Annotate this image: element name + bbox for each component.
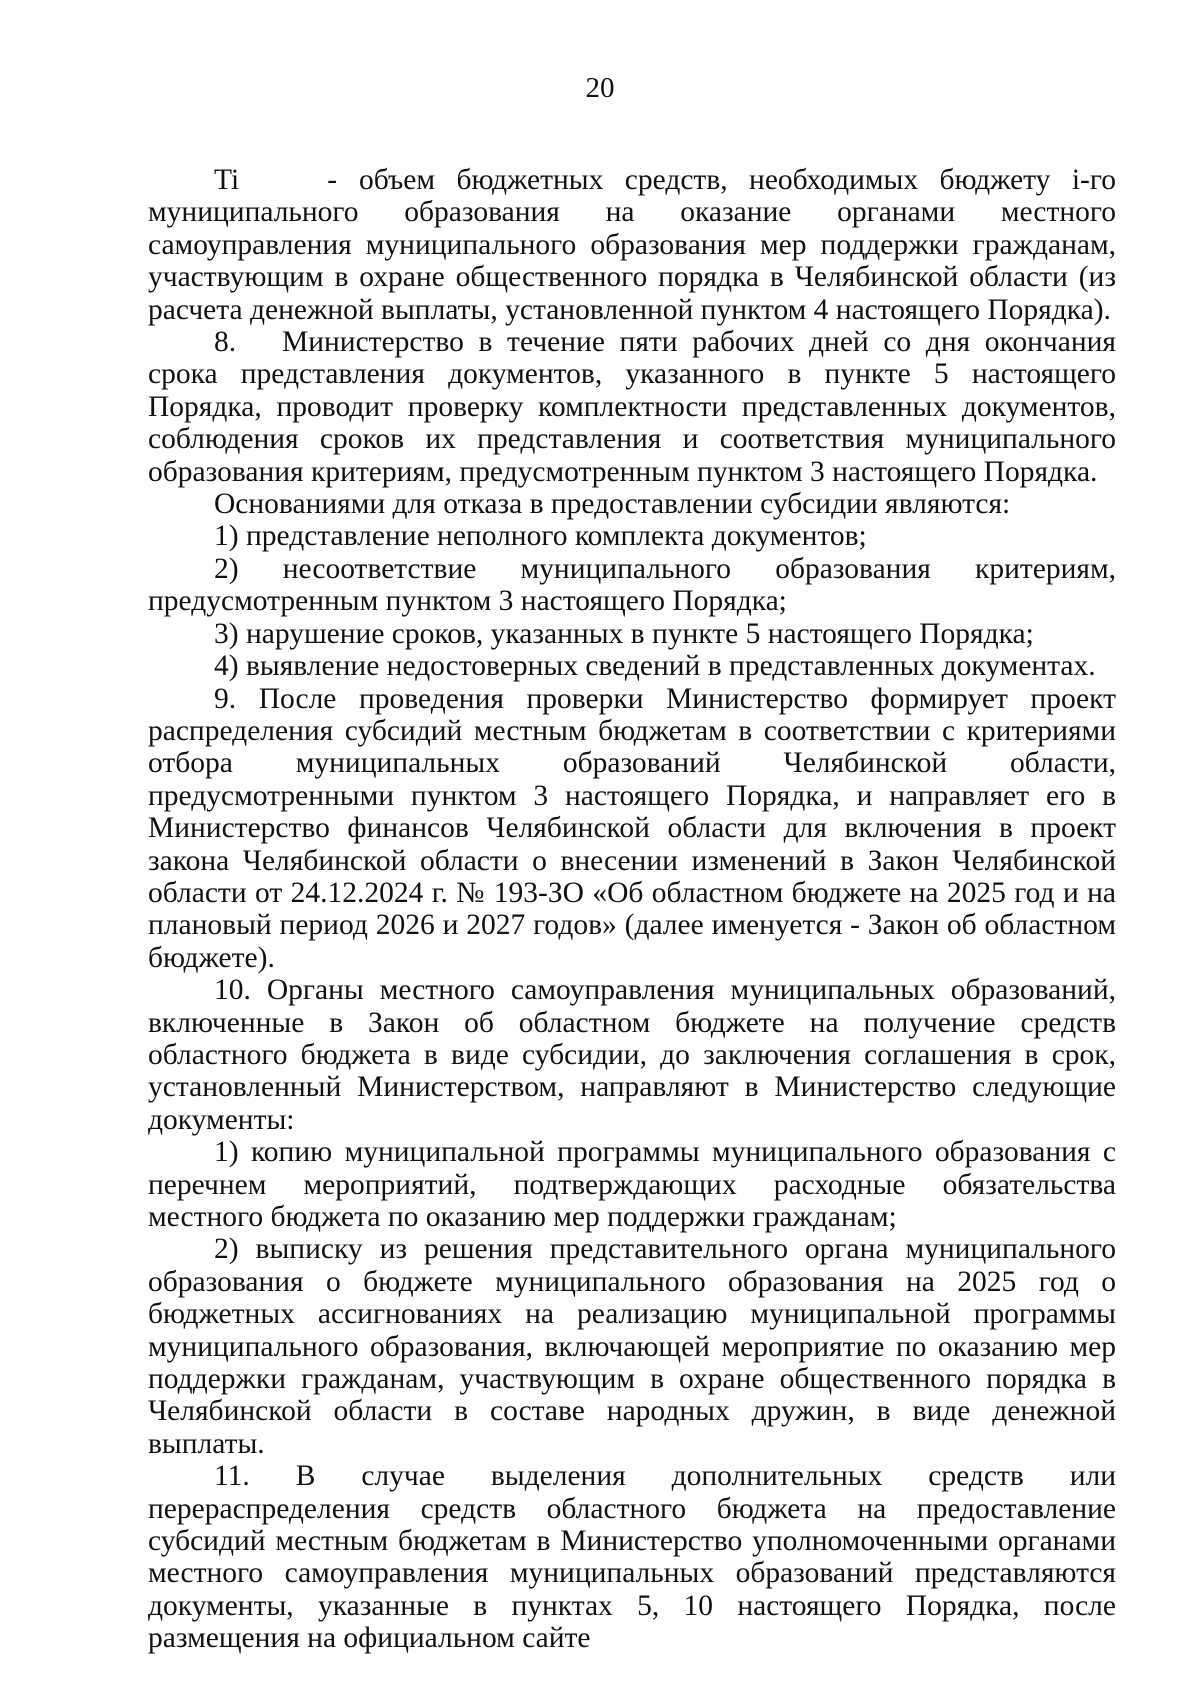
refusal-grounds-intro: Основаниями для отказа в предоставлении субсидии являются: [214, 488, 1011, 521]
paragraph-8-text: Министерство в течение пяти рабочих дней со дня окончания срока представления документов, указанного в пункте 5 настоящего Порядка, проводит проверку комплектности представленных документов, соблюдения сроков их представления и соответствия муниципального образования критериям, предусмотренным пунктом 3 настоящего Порядка. [148, 326, 1116, 488]
paragraph-8 [148, 326, 1116, 488]
paragraph-10-item-1: 1) копию муниципальной программы муниципального образования с перечнем мероприятий, подтверждающих расходные обязательства местного бюджета по оказанию мер поддержки гражданам; [148, 1136, 1116, 1233]
paragraph-11: 11. В случае выделения дополнительных средств или перераспределения средств областного бюджета на предоставление субсидий местным бюджетам в Министерство уполномоченными органами местного самоуправления муниципальных образований представляются документы, указанные в пунктах 5, 10 настоящего Порядка, после размещения на официальном сайте [148, 1460, 1116, 1655]
refusal-ground-4: 4) выявление недостоверных сведений в представленных документах. [214, 650, 1096, 683]
refusal-ground-1: 1) представление неполного комплекта документов; [214, 520, 867, 553]
page-number: 20 [585, 72, 615, 104]
definition-text: объем бюджетных средств, необходимых бюджету i-го муниципального образования на оказание органами местного самоуправления муниципального образования мер поддержки гражданам, участвующим в охране общественного порядка в Челябинской области (из расчета денежной выплаты, установленной пунктом 4 настоящего Порядка). [148, 164, 1116, 326]
paragraph-8-number: 8. [214, 326, 237, 359]
refusal-ground-2: 2) несоответствие муниципального образования критериям, предусмотренным пунктом 3 настоящего Порядка; [148, 552, 1116, 618]
document-body [148, 164, 1116, 1655]
paragraph-9: 9. После проведения проверки Министерство формирует проект распределения субсидий местным бюджетам в соответствии с критериями отбора муниципальных образований Челябинской области, предусмотренными пунктом 3 настоящего Порядка, и направляет его в Министерство финансов Челябинской области для включения в проект закона Челябинской области о внесении изменений в Закон Челябинской области от 24.12.2024 г. № 193-ЗО «Об областном бюджете на 2025 год и на плановый период 2026 и 2027 годов» (далее именуется - Закон об областном бюджете). [148, 682, 1116, 974]
definition-paragraph [148, 164, 1116, 326]
paragraph-10-item-2: 2) выписку из решения представительного органа муниципального образования о бюджете муниципального образования на 2025 год о бюджетных ассигнованиях на реализацию муниципальной программы муниципального образования, включающей мероприятие по оказанию мер поддержки гражданам, участвующим в охране общественного порядка в Челябинской области в составе народных дружин, в виде денежной выплаты. [148, 1233, 1116, 1460]
paragraph-10: 10. Органы местного самоуправления муниципальных образований, включенные в Закон об областном бюджете на получение средств областного бюджета в виде субсидии, до заключения соглашения в срок, установленный Министерством, направляют в Министерство следующие документы: [148, 974, 1116, 1136]
refusal-ground-3: 3) нарушение сроков, указанных в пункте 5 настоящего Порядка; [214, 617, 1034, 650]
definition-symbol: Ti [214, 164, 240, 196]
definition-dash: - [327, 164, 338, 196]
